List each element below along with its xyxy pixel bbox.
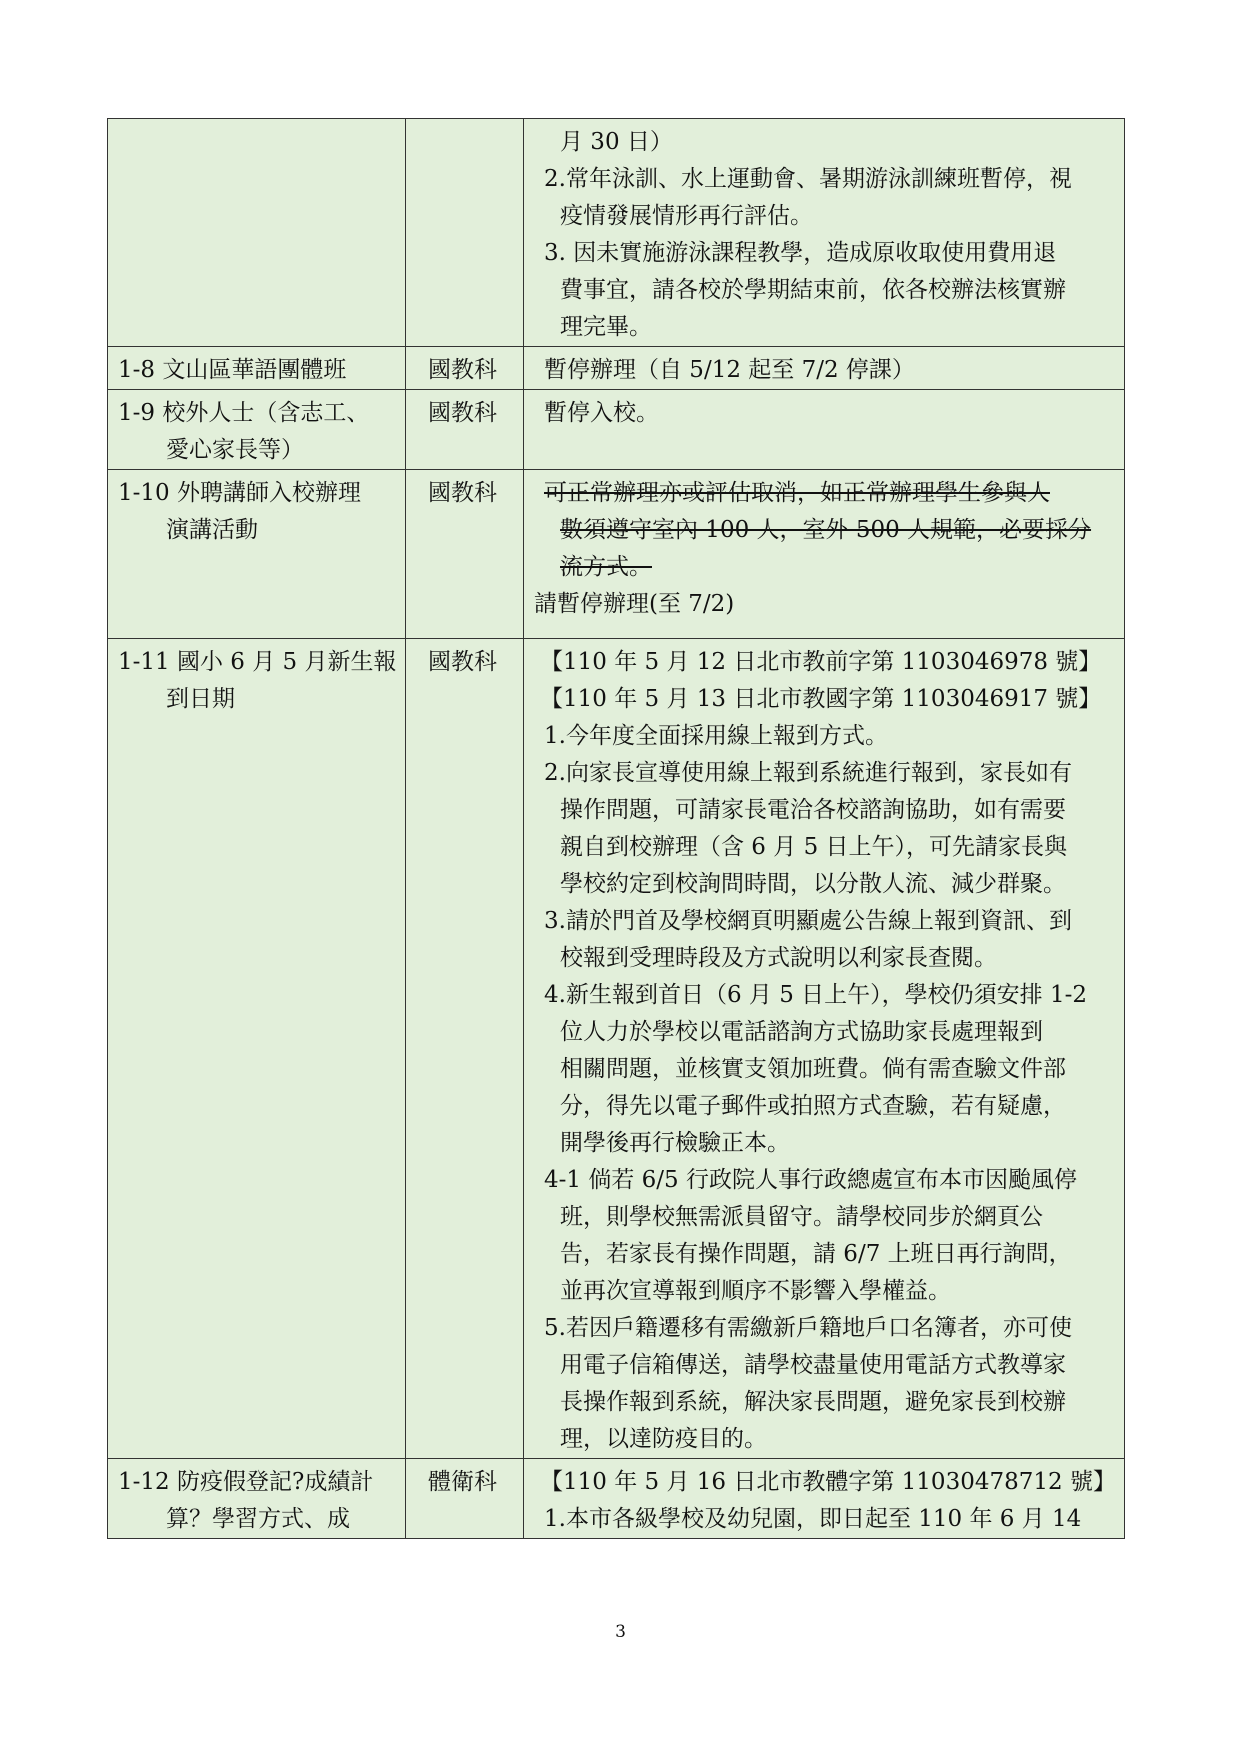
content-line: 【110 年 5 月 12 日北市教前字第 1103046978 號】 xyxy=(540,649,1102,675)
content-line: 4-1 倘若 6/5 行政院人事行政總處宣布本市因颱風停 xyxy=(544,1167,1077,1193)
content-line: 1.今年度全面採用線上報到方式。 xyxy=(544,723,888,749)
content-cell xyxy=(524,390,1125,470)
item-cell xyxy=(108,639,406,1459)
department-cell xyxy=(406,390,524,470)
item-title-line: 演講活動 xyxy=(166,517,258,543)
content-line: 理完畢。 xyxy=(560,314,652,340)
item-title-line: 愛心家長等） xyxy=(166,437,304,463)
page-number: 3 xyxy=(615,1622,626,1642)
department-label: 國教科 xyxy=(428,357,497,383)
table-row xyxy=(108,347,1125,390)
content-line: 親自到校辦理（含 6 月 5 日上午），可先請家長與 xyxy=(560,834,1068,860)
item-title-line: 到日期 xyxy=(166,686,235,712)
table-row xyxy=(108,639,1125,1459)
content-line: 月 30 日） xyxy=(560,129,673,155)
content-line: 暫停入校。 xyxy=(544,400,659,426)
content-line: 告，若家長有操作問題，請 6/7 上班日再行詢問， xyxy=(560,1241,1072,1267)
table-body xyxy=(108,119,1125,1539)
department-cell xyxy=(406,470,524,639)
content-line: 並再次宣導報到順序不影響入學權益。 xyxy=(560,1278,951,1304)
item-title-line: 1-11 國小 6 月 5 月新生報 xyxy=(118,649,397,675)
content-cell xyxy=(524,1459,1125,1539)
content-line: 位人力於學校以電話諮詢方式協助家長處理報到 xyxy=(560,1019,1043,1045)
department-cell xyxy=(406,1459,524,1539)
department-label: 國教科 xyxy=(428,400,497,426)
department-cell xyxy=(406,119,524,347)
content-line: 3.請於門首及學校網頁明顯處公告線上報到資訊、到 xyxy=(544,908,1072,934)
content-line: 相關問題，並核實支領加班費。倘有需查驗文件部 xyxy=(560,1056,1066,1082)
content-line: 數須遵守室內 100 人，室外 500 人規範，必要採分 xyxy=(560,517,1092,543)
content-line: 分，得先以電子郵件或拍照方式查驗，若有疑慮， xyxy=(560,1093,1066,1119)
content-line: 2.向家長宣導使用線上報到系統進行報到，家長如有 xyxy=(544,760,1072,786)
content-line: 疫情發展情形再行評估。 xyxy=(560,203,813,229)
content-line: 可正常辦理亦或評估取消，如正常辦理學生參與人 xyxy=(544,480,1050,506)
content-cell xyxy=(524,119,1125,347)
content-cell xyxy=(524,470,1125,639)
content-line: 2.常年泳訓、水上運動會、暑期游泳訓練班暫停，視 xyxy=(544,166,1072,192)
content-line: 【110 年 5 月 13 日北市教國字第 1103046917 號】 xyxy=(540,686,1102,712)
content-line: 校報到受理時段及方式說明以利家長查閱。 xyxy=(560,945,997,971)
content-line: 費事宜，請各校於學期結束前，依各校辦法核實辦 xyxy=(560,277,1066,303)
department-label: 體衛科 xyxy=(428,1469,497,1495)
content-line: 操作問題，可請家長電洽各校諮詢協助，如有需要 xyxy=(560,797,1066,823)
item-cell xyxy=(108,119,406,347)
content-line: 學校約定到校詢問時間，以分散人流、減少群聚。 xyxy=(560,871,1066,897)
content-line: 請暫停辦理(至 7/2) xyxy=(534,591,735,617)
department-label: 國教科 xyxy=(428,480,497,506)
item-title-line: 1-8 文山區華語團體班 xyxy=(118,357,347,383)
table-row xyxy=(108,390,1125,470)
department-cell xyxy=(406,347,524,390)
content-cell xyxy=(524,347,1125,390)
item-cell xyxy=(108,1459,406,1539)
department-label: 國教科 xyxy=(428,649,497,675)
table-row xyxy=(108,1459,1125,1539)
item-title-line: 算？學習方式、成 xyxy=(166,1506,350,1532)
content-line: 暫停辦理（自 5/12 起至 7/2 停課） xyxy=(544,357,915,383)
department-label xyxy=(406,119,523,124)
item-cell xyxy=(108,470,406,639)
table-row xyxy=(108,119,1125,347)
content-line: 班，則學校無需派員留守。請學校同步於網頁公 xyxy=(560,1204,1043,1230)
content-line: 理，以達防疫目的。 xyxy=(560,1426,767,1452)
content-line: 1.本市各級學校及幼兒園，即日起至 110 年 6 月 14 xyxy=(544,1506,1082,1532)
content-cell xyxy=(524,639,1125,1459)
content-line: 【110 年 5 月 16 日北市教體字第 11030478712 號】 xyxy=(540,1469,1116,1495)
item-title-line: 1-12 防疫假登記?成績計 xyxy=(118,1469,374,1495)
item-title-line: 1-10 外聘講師入校辦理 xyxy=(118,480,361,506)
content-line: 5.若因戶籍遷移有需繳新戶籍地戶口名簿者，亦可使 xyxy=(544,1315,1072,1341)
measures-table xyxy=(107,118,1125,1539)
content-line: 用電子信箱傳送，請學校盡量使用電話方式教導家 xyxy=(560,1352,1066,1378)
content-line: 開學後再行檢驗正本。 xyxy=(560,1130,790,1156)
item-title-line: 1-9 校外人士（含志工、 xyxy=(118,400,370,426)
table-row xyxy=(108,470,1125,639)
item-cell xyxy=(108,347,406,390)
content-line: 長操作報到系統，解決家長問題，避免家長到校辦 xyxy=(560,1389,1066,1415)
content-line: 3. 因未實施游泳課程教學，造成原收取使用費用退 xyxy=(544,240,1057,266)
department-cell xyxy=(406,639,524,1459)
content-line: 流方式。 xyxy=(560,554,652,580)
item-cell xyxy=(108,390,406,470)
content-line: 4.新生報到首日（6 月 5 日上午），學校仍須安排 1-2 xyxy=(544,982,1087,1008)
